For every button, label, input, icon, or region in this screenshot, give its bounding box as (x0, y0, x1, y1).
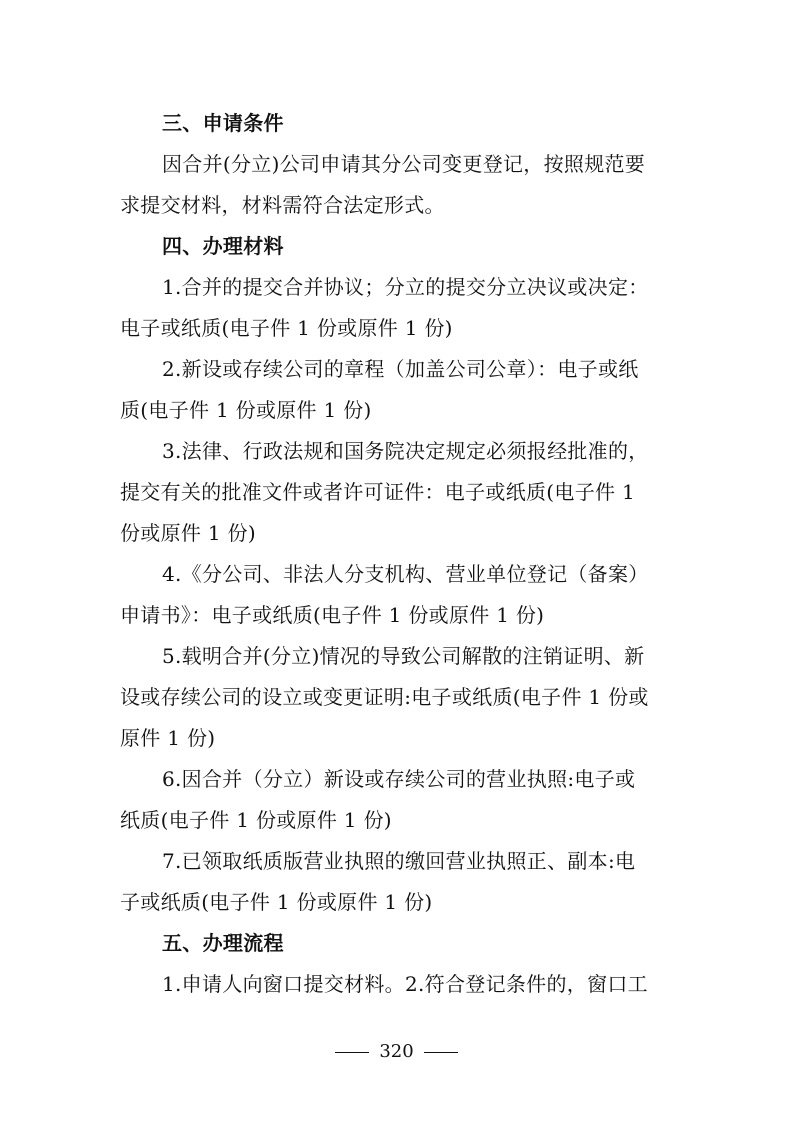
footer-dash-right (424, 1052, 458, 1053)
page-number: 320 (379, 1041, 414, 1062)
section-heading: 三、申请条件 (162, 111, 284, 135)
body-text-line: 3.法律、行政法规和国务院决定规定必须报经批准的， (162, 439, 649, 463)
body-text-line: 份或原件 1 份) (120, 521, 256, 545)
page-footer (0, 1040, 793, 1064)
body-text-line: 设或存续公司的设立或变更证明:电子或纸质(电子件 1 份或 (120, 685, 649, 709)
body-text-line: 4.《分公司、非法人分支机构、营业单位登记（备案） (162, 562, 649, 586)
body-text-line: 纸质(电子件 1 份或原件 1 份) (120, 808, 392, 832)
section-heading: 五、办理流程 (162, 931, 284, 955)
footer-dash-left (335, 1052, 369, 1053)
body-text-line: 原件 1 份) (120, 726, 216, 750)
body-text-line: 提交有关的批准文件或者许可证件：电子或纸质(电子件 1 (120, 480, 635, 504)
section-heading: 四、办理材料 (162, 234, 284, 258)
body-text-line: 7.已领取纸质版营业执照的缴回营业执照正、副本:电 (162, 849, 636, 873)
body-text-line: 1.合并的提交合并协议；分立的提交分立决议或决定： (162, 275, 649, 299)
body-text-line: 申请书》：电子或纸质(电子件 1 份或原件 1 份) (120, 603, 545, 627)
body-text-line: 6.因合并（分立）新设或存续公司的营业执照:电子或 (162, 767, 636, 791)
document-body (120, 103, 676, 1005)
body-text-line: 子或纸质(电子件 1 份或原件 1 份) (120, 890, 433, 914)
body-text-line: 电子或纸质(电子件 1 份或原件 1 份) (120, 316, 453, 340)
body-text-line: 因合并(分立)公司申请其分公司变更登记，按照规范要 (162, 152, 646, 176)
body-text-line: 2.新设或存续公司的章程（加盖公司公章）：电子或纸 (162, 357, 639, 381)
body-text-line: 求提交材料，材料需符合法定形式。 (120, 193, 445, 217)
body-text-line: 5.载明合并(分立)情况的导致公司解散的注销证明、新 (162, 644, 645, 668)
body-text-line: 1.申请人向窗口提交材料。2.符合登记条件的，窗口工 (162, 972, 648, 996)
body-text-line: 质(电子件 1 份或原件 1 份) (120, 398, 372, 422)
